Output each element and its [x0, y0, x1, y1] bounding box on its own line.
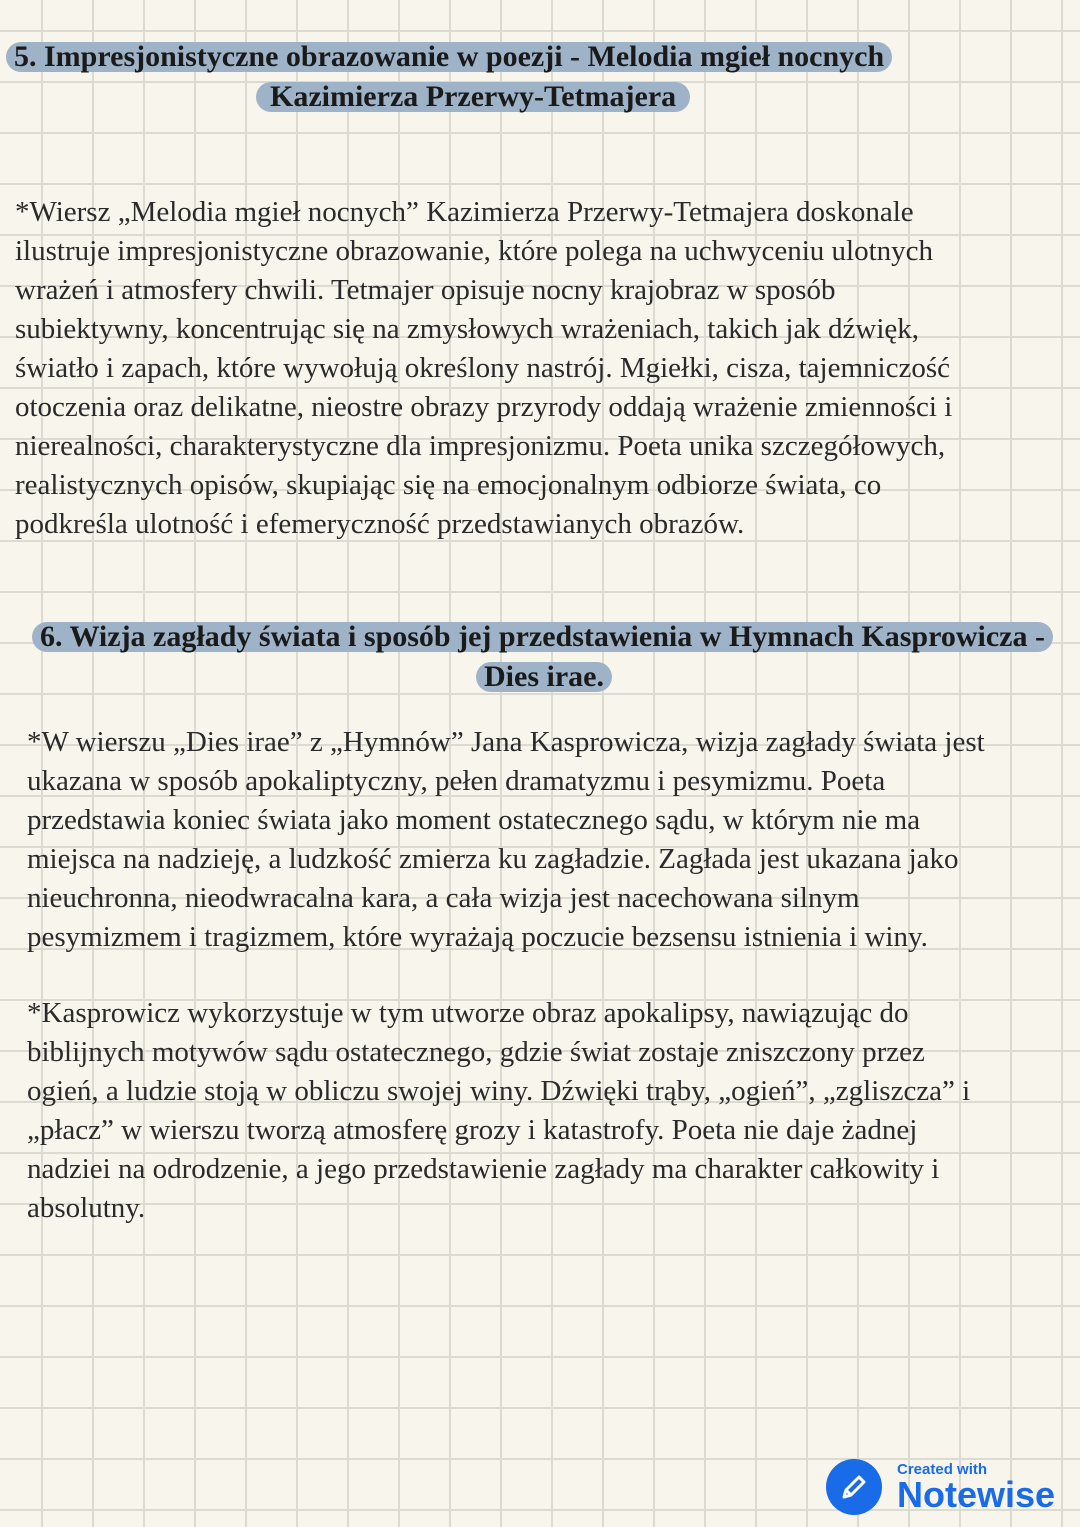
text-line: nieuchronna, nieodwracalna kara, a cała wizja jest nacechowana silnym: [27, 882, 860, 914]
section5-title-line2: Kazimierza Przerwy-Tetmajera: [256, 78, 690, 116]
text-line: absolutny.: [27, 1192, 146, 1224]
text-line: biblijnych motywów sądu ostatecznego, gdzie świat zostaje zniszczony przez: [27, 1036, 925, 1068]
text-line: podkreśla ulotność i efemeryczność przedstawianych obrazów.: [15, 508, 745, 540]
text-line: miejsca na nadzieję, a ludzkość zmierza ku zagładzie. Zagłada jest ukazana jako: [27, 843, 959, 875]
section6-paragraph2: [27, 994, 970, 1228]
text-line: ukazana w sposób apokaliptyczny, pełen dramatyzmu i pesymizmu. Poeta: [27, 765, 886, 797]
section5-title-line1: 5. Impresjonistyczne obrazowanie w poezji - Melodia mgieł nocnych: [6, 38, 892, 76]
text-line: przedstawia koniec świata jako moment ostatecznego sądu, w którym nie ma: [27, 804, 921, 836]
section5-paragraph: [15, 193, 952, 544]
text-line: *Kasprowicz wykorzystuje w tym utworze obraz apokalipsy, nawiązując do: [27, 997, 909, 1029]
text-line: realistycznych opisów, skupiając się na emocjonalnym odbiorze świata, co: [15, 469, 882, 501]
text-line: światło i zapach, które wywołują określony nastrój. Mgiełki, cisza, tajemniczość: [15, 352, 950, 384]
logo-name: Notewise: [897, 1473, 1056, 1515]
text-line: *Wiersz „Melodia mgieł nocnych” Kazimierza Przerwy-Tetmajera doskonale: [15, 196, 914, 228]
logo-caption: Created with: [897, 1460, 988, 1478]
section6-paragraph1: [27, 723, 985, 957]
notewise-logo: [826, 1459, 1055, 1515]
section6-title-line2: Dies irae.: [476, 658, 612, 696]
section6-title-line1: 6. Wizja zagłady świata i sposób jej przedstawienia w Hymnach Kasprowicza -: [32, 618, 1053, 656]
text-line: nadziei na odrodzenie, a jego przedstawienie zagłady ma charakter całkowity i: [27, 1153, 940, 1185]
text-line: ilustruje impresjonistyczne obrazowanie, które polega na uchwyceniu ulotnych: [15, 235, 934, 267]
text-line: nierealności, charakterystyczne dla impresjonizmu. Poeta unika szczegółowych,: [15, 430, 946, 462]
text-line: otoczenia oraz delikatne, nieostre obrazy przyrody oddają wrażenie zmienności i: [15, 391, 953, 423]
text-line: subiektywny, koncentrując się na zmysłowych wrażeniach, takich jak dźwięk,: [15, 313, 920, 345]
text-line: pesymizmem i tragizmem, które wyrażają poczucie bezsensu istnienia i winy.: [27, 921, 928, 953]
text-line: wrażeń i atmosfery chwili. Tetmajer opisuje nocny krajobraz w sposób: [15, 274, 836, 306]
text-line: ogień, a ludzie stoją w obliczu swojej winy. Dźwięki trąby, „ogień”, „zgliszcza” i: [27, 1075, 971, 1107]
text-line: *W wierszu „Dies irae” z „Hymnów” Jana Kasprowicza, wizja zagłady świata jest: [27, 726, 985, 758]
pencil-icon: [826, 1459, 882, 1515]
text-line: „płacz” w wierszu tworzą atmosferę grozy i katastrofy. Poeta nie daje żadnej: [27, 1114, 918, 1146]
